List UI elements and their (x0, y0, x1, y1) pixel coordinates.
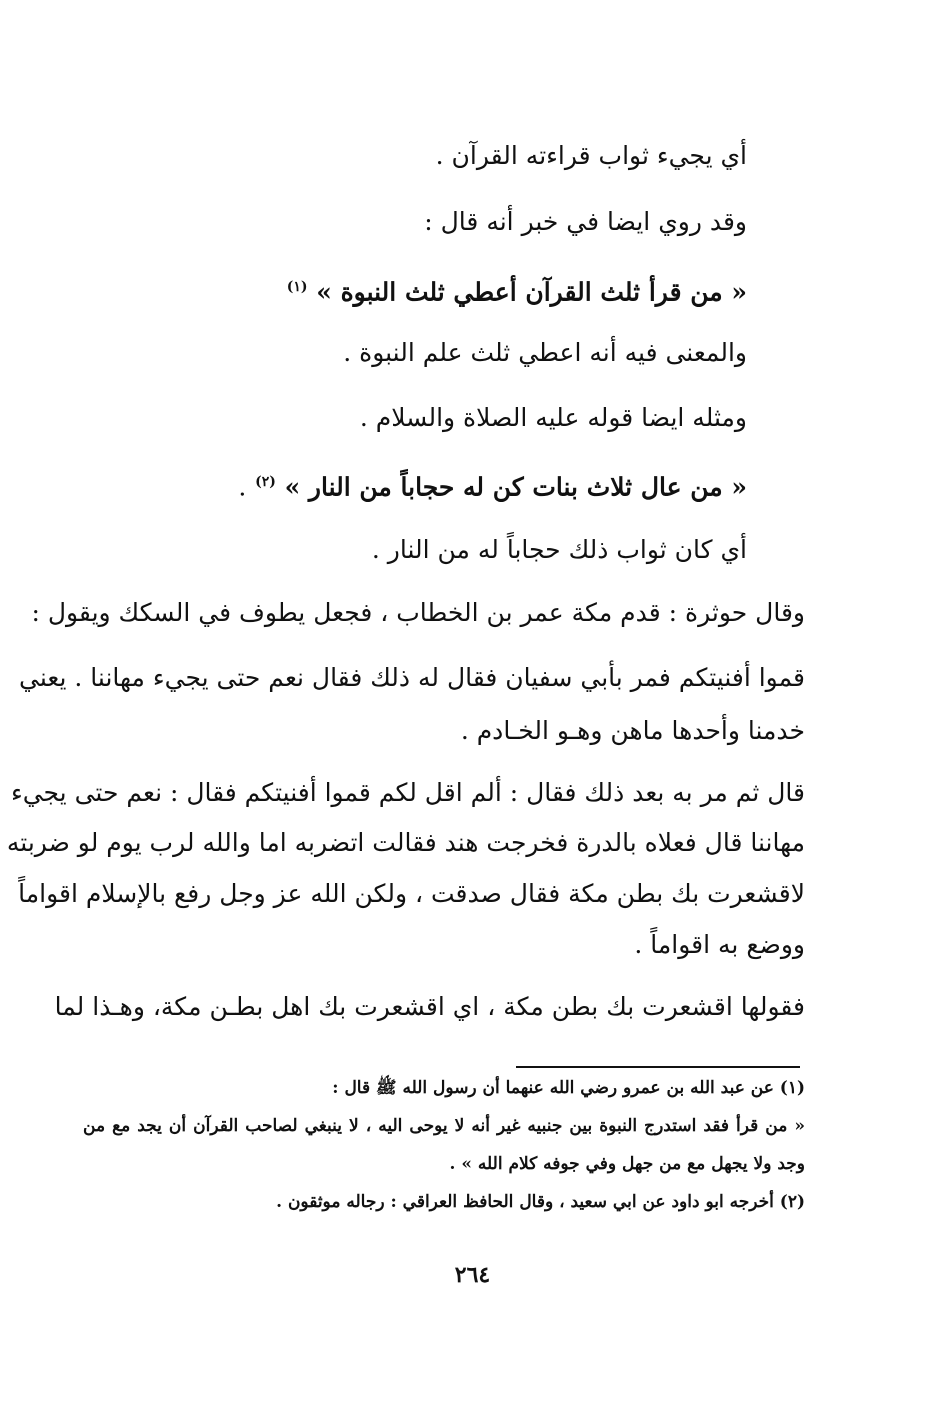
footnote-2: (٢) أخرجه ابو داود عن ابي سعيد ، وقال الحافظ العراقي : رجاله موثقون . (276, 1192, 805, 1212)
paragraph-line-8: فقولها اقشعرت بك بطن مكة ، اي اقشعرت بك اهل بطـن مكة، وهـذا لما (54, 992, 805, 1021)
paragraph-line-2: قموا أفنيتكم فمر بأبي سفيان فقال له ذلك فقال نعم حتى يجيء مهاننا . يعني (19, 663, 805, 692)
footnote-1-line-1: « من قرأ فقد استدرج النبوة بين جنبيه غير أنه لا يوحى اليه ، لا ينبغي لصاحب القرآن أن يجد مع من (83, 1116, 805, 1136)
paragraph-line-5: مهاننا قال فعلاه بالدرة فخرجت هند فقالت اتضربه اما والله لرب يوم لو ضربته (6, 828, 805, 857)
hadith-quote-2-period: . (238, 472, 247, 502)
body-line-7: أي كان ثواب ذلك حجاباً له من النار . (371, 535, 747, 564)
footnote-1-line-2: وجد ولا يجهل مع من جهل وفي جوفه كلام الله » . (449, 1154, 805, 1174)
footnote-ref-2: (٢) (255, 474, 276, 490)
body-line-2: وقد روي ايضا في خبر أنه قال : (424, 207, 747, 236)
paragraph-line-7: ووضع به اقواماً . (634, 930, 805, 959)
body-line-5: ومثله ايضا قوله عليه الصلاة والسلام . (359, 403, 747, 432)
paragraph-line-4: قال ثم مر به بعد ذلك فقال : ألم اقل لكم قموا أفنيتكم فقال : نعم حتى يجيء (10, 778, 805, 807)
hadith-quote-1 (287, 270, 747, 309)
footnote-1-heading: (١) عن عبد الله بن عمرو رضي الله عنهما أن رسول الله ﷺ قال : (332, 1078, 805, 1098)
paragraph-line-3: خدمنا وأحدها ماهن وهـو الخـادم . (460, 716, 805, 745)
paragraph-line-1: وقال حوثرة : قدم مكة عمر بن الخطاب ، فجعل يطوف في السكك ويقول : (31, 598, 805, 627)
hadith-quote-2-text: « من عال ثلاث بنات كن له حجاباً من النار » (284, 472, 747, 502)
footnote-ref-1: (١) (286, 279, 308, 295)
hadith-quote-1-text: « من قرأ ثلث القرآن أعطي ثلث النبوة » (316, 277, 747, 307)
body-line-4: والمعنى فيه أنه اعطي ثلث علم النبوة . (343, 338, 747, 367)
footnote-divider (516, 1066, 800, 1068)
body-line-1: أي يجيء ثواب قراءته القرآن . (435, 141, 747, 170)
paragraph-line-6: لاقشعرت بك بطن مكة فقال صدقت ، ولكن الله عز وجل رفع بالإسلام اقواماً (18, 879, 805, 908)
page-number: ٢٦٤ (454, 1262, 491, 1288)
hadith-quote-2 (238, 465, 747, 504)
